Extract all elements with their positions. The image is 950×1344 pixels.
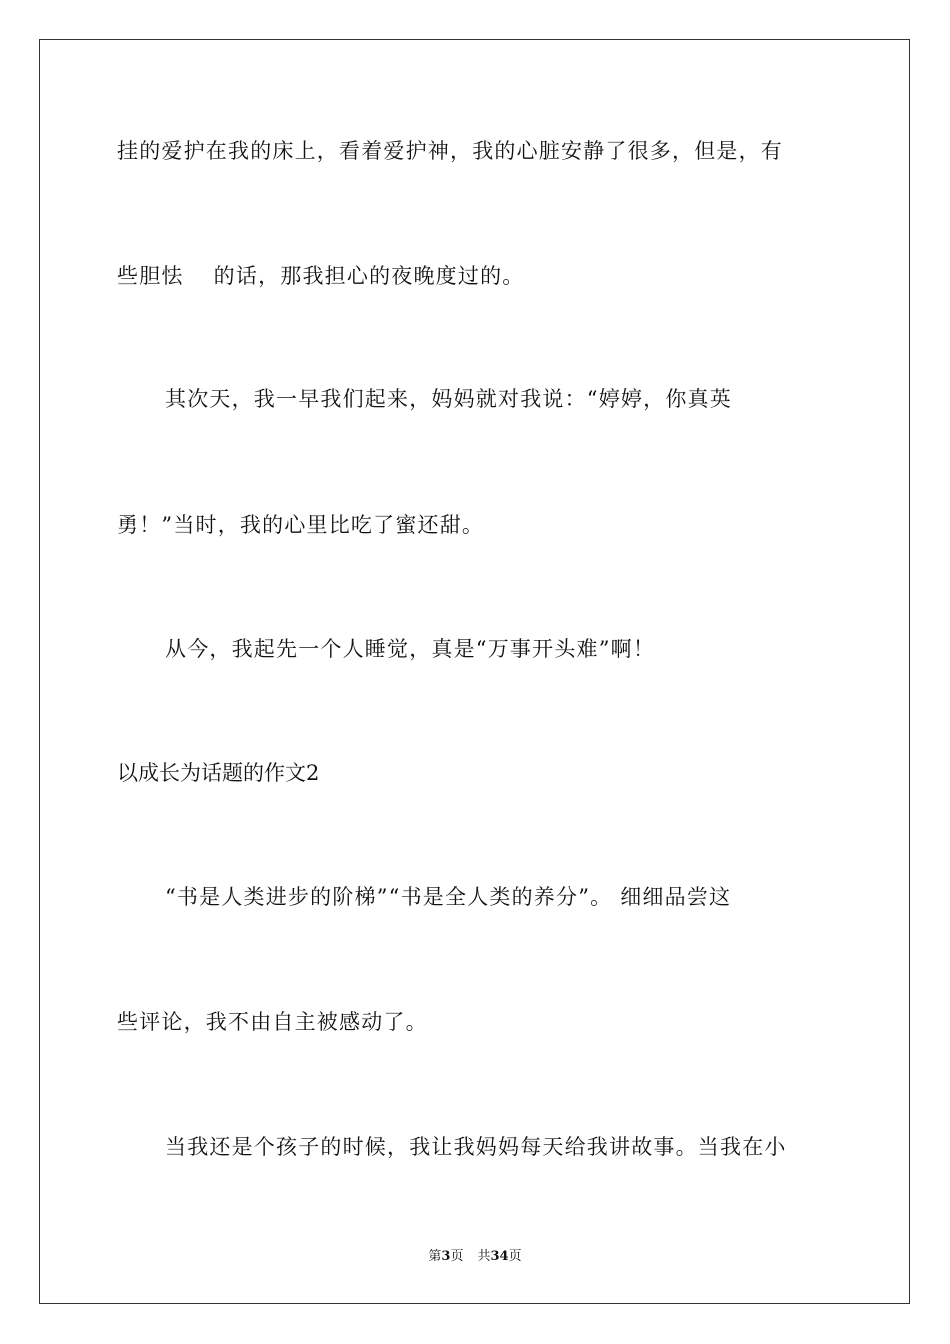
body-line-5: 从今，我起先一个人睡觉，真是“万事开头难”啊！	[165, 637, 656, 661]
section-heading: 以成长为话题的作文2	[117, 761, 320, 785]
total-prefix: 共	[477, 1249, 491, 1264]
page-prefix: 第	[428, 1249, 442, 1264]
total-pages: 34	[490, 1249, 509, 1264]
body-line-6: “书是人类进步的阶梯”“书是全人类的养分”。 细细品尝这	[165, 885, 732, 909]
total-suffix: 页	[508, 1249, 522, 1264]
body-line-2: 些胆怯 的话，那我担心的夜晚度过的。	[117, 264, 525, 288]
body-line-8: 当我还是个孩子的时候，我让我妈妈每天给我讲故事。当我在小	[165, 1135, 787, 1159]
page-number: 3	[441, 1249, 451, 1264]
body-line-7: 些评论，我不由自主被感动了。	[117, 1010, 428, 1034]
body-line-1: 挂的爱护在我的床上，看着爱护神，我的心脏安静了很多，但是，有	[117, 139, 783, 163]
page-footer	[0, 1248, 950, 1266]
page-border	[39, 39, 910, 1304]
body-line-3: 其次天，我一早我们起来，妈妈就对我说：“婷婷，你真英	[165, 387, 732, 411]
page-suffix: 页	[450, 1249, 464, 1264]
body-line-4: 勇！”当时，我的心里比吃了蜜还甜。	[117, 513, 485, 537]
